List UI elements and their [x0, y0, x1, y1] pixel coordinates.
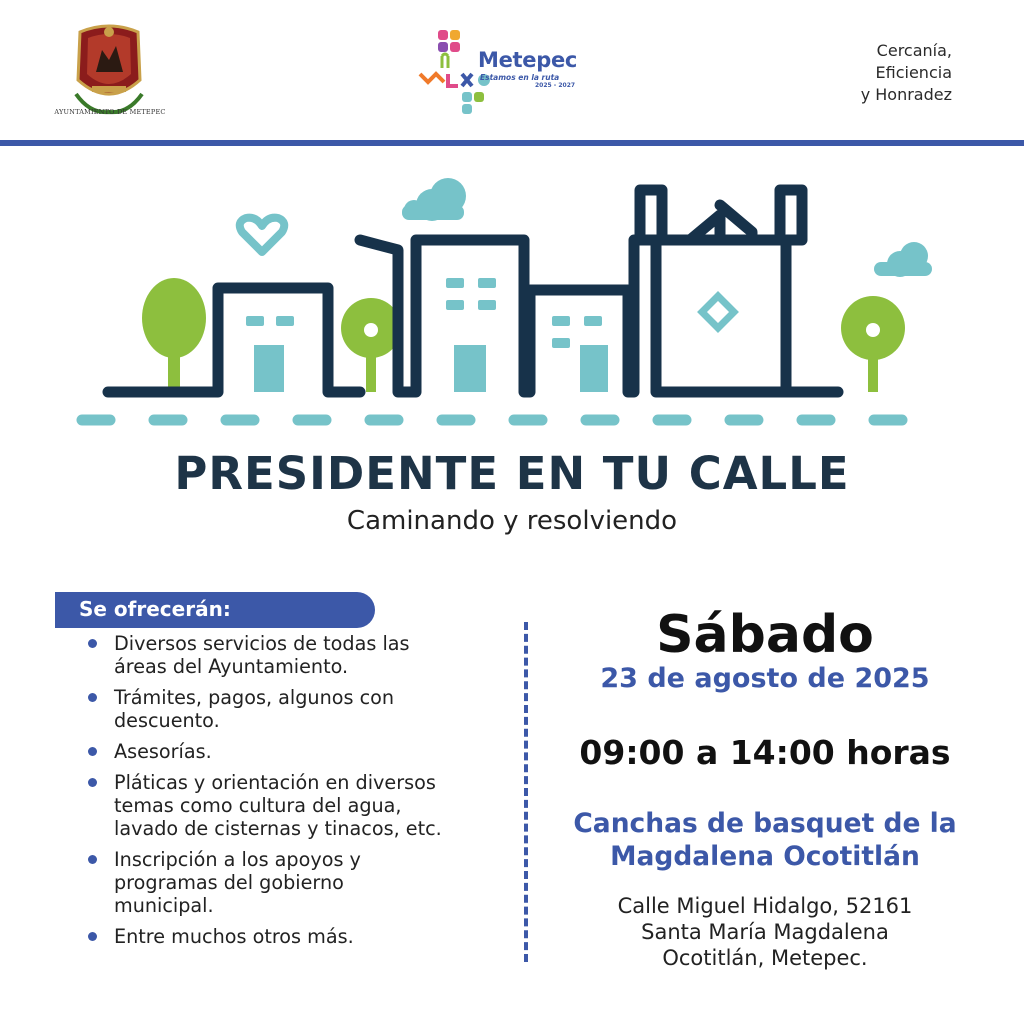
- list-item-line: lavado de cisternas y tinacos, etc.: [114, 817, 442, 840]
- event-time: 09:00 a 14:00 horas: [579, 733, 951, 772]
- list-item: [88, 686, 508, 732]
- event-address: [555, 893, 975, 971]
- address-line: Ocotitlán, Metepec.: [662, 946, 868, 970]
- brand-tagline: Estamos en la ruta: [480, 73, 560, 82]
- brand-years: 2025 - 2027: [535, 82, 576, 89]
- list-item-line: Inscripción a los apoyos y: [114, 848, 361, 871]
- bullet-icon: [88, 693, 97, 702]
- list-item-line: descuento.: [114, 709, 220, 732]
- cloud-icon: [402, 178, 466, 221]
- list-item-line: Diversos servicios de todas las: [114, 632, 410, 655]
- list-item-line: temas como cultura del agua,: [114, 794, 402, 817]
- municipal-seal-logo: [70, 24, 148, 120]
- list-item: [88, 740, 508, 763]
- venue-line: Canchas de basquet de la: [573, 808, 957, 839]
- tree-icon: [341, 298, 401, 392]
- list-item: [88, 848, 508, 917]
- address-line: Santa María Magdalena: [641, 920, 889, 944]
- city-street-illustration: [0, 150, 1024, 440]
- bullet-icon: [88, 932, 97, 941]
- list-item-line: Trámites, pagos, algunos con: [114, 686, 395, 709]
- bullet-icon: [88, 778, 97, 787]
- offers-heading: Se ofrecerán:: [79, 597, 231, 621]
- list-item: [88, 771, 508, 840]
- page-subtitle: Caminando y resolviendo: [346, 506, 678, 536]
- brand-name: Metepec: [478, 48, 578, 72]
- list-item: [88, 925, 508, 948]
- event-date: 23 de agosto de 2025: [600, 663, 930, 694]
- venue-line: Magdalena Ocotitlán: [610, 841, 920, 872]
- motto-line: y Honradez: [860, 85, 952, 104]
- list-item-line: Entre muchos otros más.: [114, 925, 354, 948]
- list-item-line: Asesorías.: [114, 740, 212, 763]
- bullet-icon: [88, 855, 97, 864]
- event-day: Sábado: [656, 605, 874, 665]
- tree-icon: [142, 278, 206, 395]
- address-line: Calle Miguel Hidalgo, 52161: [617, 894, 913, 918]
- list-item: [88, 632, 508, 678]
- tree-icon: [841, 296, 905, 392]
- bullet-icon: [88, 639, 97, 648]
- heart-icon: [240, 218, 285, 252]
- offers-list: [88, 632, 508, 956]
- motto: [861, 40, 952, 106]
- list-item-line: programas del gobierno: [114, 871, 344, 894]
- motto-line: Cercanía,: [876, 41, 952, 60]
- list-item-line: municipal.: [114, 894, 214, 917]
- seal-caption: AYUNTAMIENTO DE METEPEC: [54, 108, 166, 116]
- list-item-line: Pláticas y orientación en diversos: [114, 771, 436, 794]
- motto-line: Eficiencia: [875, 63, 952, 82]
- offers-heading-pill: [55, 592, 375, 628]
- list-item-line: áreas del Ayuntamiento.: [114, 655, 349, 678]
- bullet-icon: [88, 747, 97, 756]
- column-divider: [524, 622, 528, 962]
- event-venue: [540, 807, 990, 873]
- page-title: PRESIDENTE EN TU CALLE: [174, 447, 850, 500]
- cloud-icon: [874, 242, 932, 277]
- header-divider: [0, 140, 1024, 146]
